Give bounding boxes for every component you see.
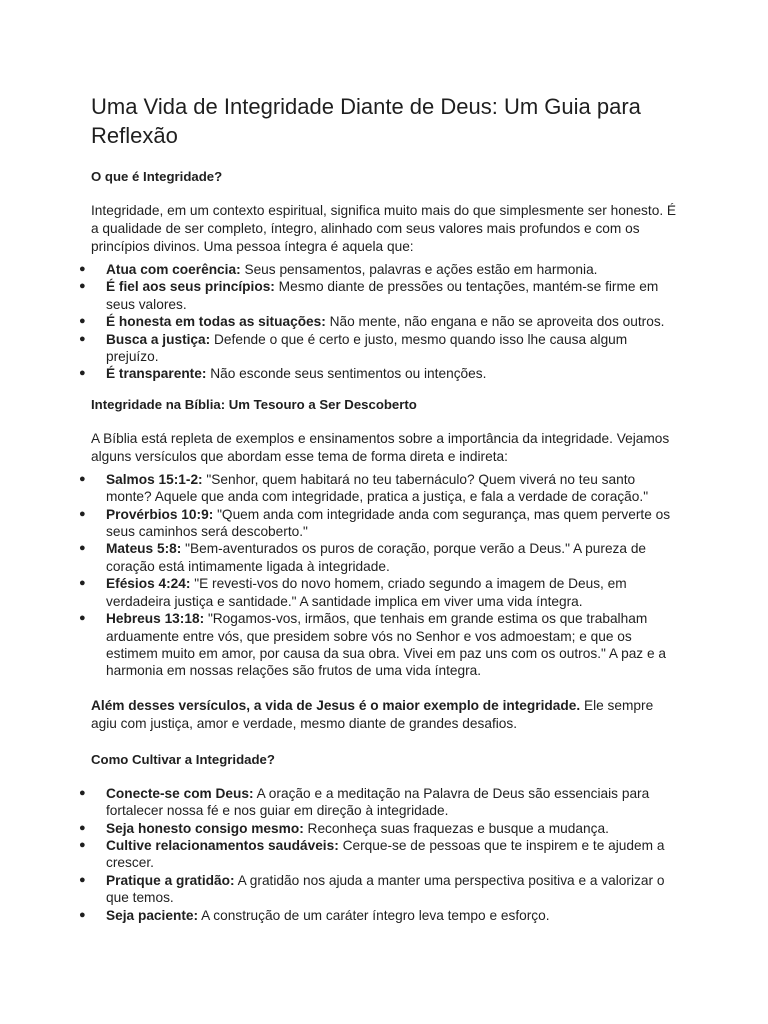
bullet-icon: ● <box>79 507 86 520</box>
bullet-icon: ● <box>79 332 86 345</box>
closing-paragraph: Além desses versículos, a vida de Jesus é o maior exemplo de integridade. Ele sempre agiu com justiça, amor e verdade, mesmo diante de grandes desafios. <box>91 697 654 731</box>
list-item: ● Efésios 4:24: "E revesti-vos do novo homem, criado segundo a imagem de Deus, em verdadeira justiça e santidade." A santidade implica em viver uma vida íntegra. <box>79 576 627 609</box>
list-item: ● É honesta em todas as situações: Não mente, não engana e não se aproveita dos outros. <box>79 314 665 330</box>
list-item: ● É fiel aos seus princípios: Mesmo diante de pressões ou tentações, mantém-se firme em seus valores. <box>79 279 659 312</box>
qualities-list <box>79 261 678 383</box>
cultivate-list <box>79 785 678 924</box>
bullet-icon: ● <box>79 263 86 275</box>
bullet-icon: ● <box>79 542 86 555</box>
bullet-icon: ● <box>79 472 86 485</box>
bullet-icon: ● <box>79 577 86 590</box>
bullet-icon: ● <box>79 821 86 834</box>
section-heading-what-is-integrity: O que é Integridade? <box>91 169 223 184</box>
section-heading-how-to-cultivate: Como Cultivar a Integridade? <box>91 751 275 767</box>
bullet-icon: ● <box>79 612 86 625</box>
section-heading-integrity-in-bible: Integridade na Bíblia: Um Tesouro a Ser Descoberto <box>91 396 417 412</box>
list-item: ● Mateus 5:8: "Bem-aventurados os puros de coração, porque verão a Deus." A pureza de coração está intimamente ligada à integridade. <box>79 541 647 574</box>
list-item: ● Provérbios 10:9: "Quem anda com integridade anda com segurança, mas quem perverte os seus caminhos será descoberto." <box>79 506 671 540</box>
bullet-icon: ● <box>79 786 86 799</box>
list-item: ● Seja honesto consigo mesmo: Reconheça suas fraquezas e busque a mudança. <box>79 820 609 836</box>
list-item: ● Salmos 15:1-2: "Senhor, quem habitará no teu tabernáculo? Quem viverá no teu santo monte? Aquele que anda com integridade, pratica a justiça, e fala a verdade de coração." <box>79 471 649 505</box>
list-item: ● Busca a justiça: Defende o que é certo e justo, mesmo quando isso lhe causa algum prejuízo. <box>79 331 628 365</box>
section-intro: Integridade, em um contexto espiritual, significa muito mais do que simplesmente ser honesto. É a qualidade de ser completo, íntegro, alinhado com seus valores mais profundos e com os princípios divinos. Uma pessoa íntegra é aquela que: <box>91 203 677 254</box>
verses-list <box>79 471 678 680</box>
list-item: ● Conecte-se com Deus: A oração e a meditação na Palavra de Deus são essenciais para fortalecer nossa fé e nos guiar em direção à integridade. <box>79 785 650 819</box>
bullet-icon: ● <box>79 908 86 921</box>
bullet-icon: ● <box>79 315 86 328</box>
bullet-icon: ● <box>79 367 86 380</box>
list-item: ● Hebreus 13:18: "Rogamos-vos, irmãos, que tenhais em grande estima os que trabalham arduamente entre vós, que presidem sobre vós no Senhor e vos admoestam; e que os estimem muito em amor, por causa da sua obra. Vivei em paz uns com os outros." A paz e a harmonia em nossas relações são frutos de uma vida íntegra. <box>79 611 666 679</box>
section-intro: A Bíblia está repleta de exemplos e ensinamentos sobre a importância da integridade. Vejamos alguns versículos que abordam esse tema de forma direta e indireta: <box>91 430 670 464</box>
bullet-icon: ● <box>79 280 86 293</box>
list-item: ● Pratique a gratidão: A gratidão nos ajuda a manter uma perspectiva positiva e a valorizar o que temos. <box>79 872 665 906</box>
list-item: ● Atua com coerência: Seus pensamentos, palavras e ações estão em harmonia. <box>79 262 598 277</box>
bullet-icon: ● <box>79 873 86 886</box>
list-item: ● Seja paciente: A construção de um caráter íntegro leva tempo e esforço. <box>79 907 550 923</box>
document-title: Uma Vida de Integridade Diante de Deus: Um Guia para Reflexão <box>91 94 641 148</box>
list-item: ● Cultive relacionamentos saudáveis: Cerque-se de pessoas que te inspirem e te ajudem a crescer. <box>79 837 665 871</box>
list-item: ● É transparente: Não esconde seus sentimentos ou intenções. <box>79 366 487 382</box>
bullet-icon: ● <box>79 838 86 851</box>
